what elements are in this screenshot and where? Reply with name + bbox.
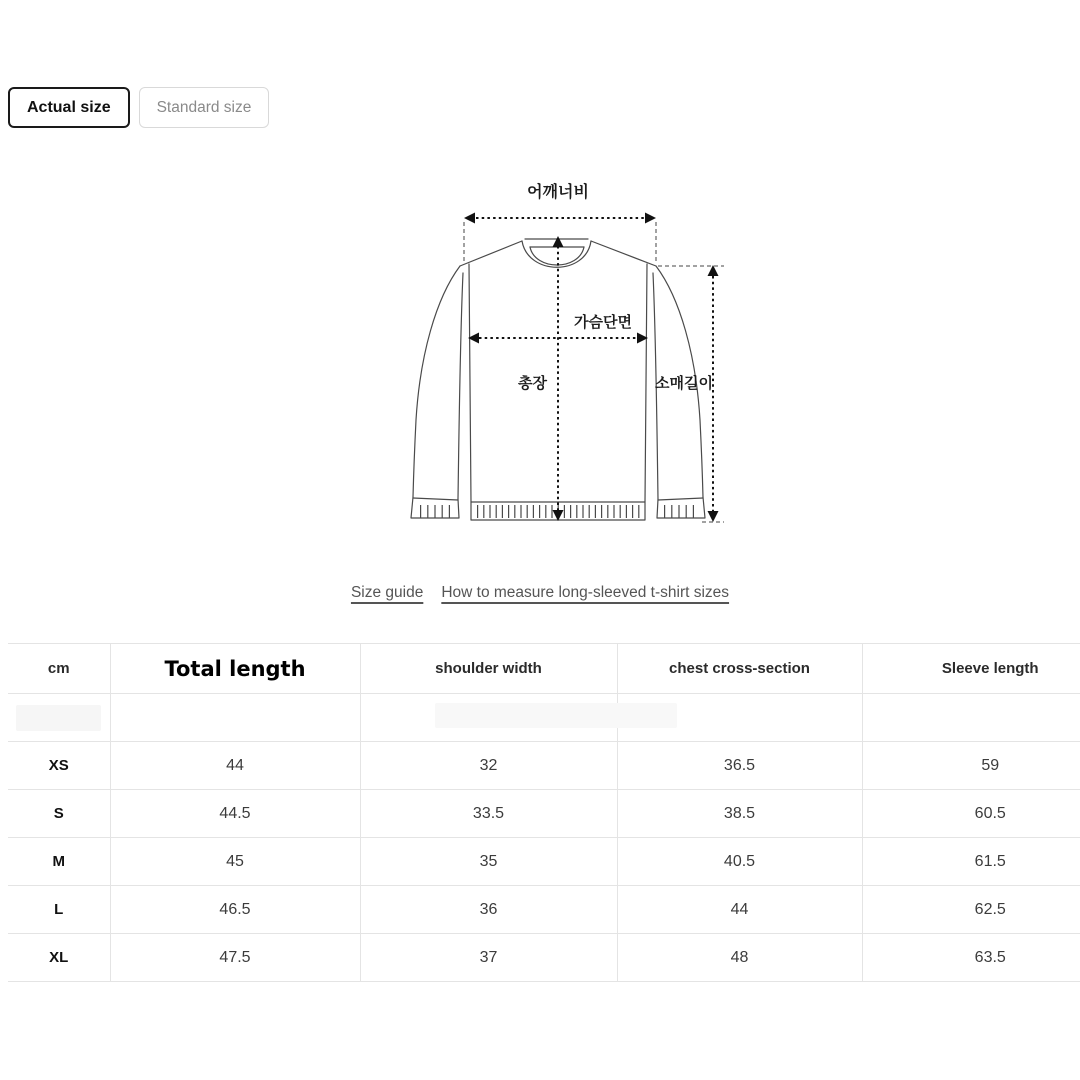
cell-shoulder-width: 37 [360, 934, 617, 982]
table-header-row [8, 644, 1080, 694]
cell-shoulder-width: 33.5 [360, 790, 617, 838]
tab-actual-size[interactable]: Actual size [8, 87, 130, 128]
cell-shoulder-width: 35 [360, 838, 617, 886]
table-row-xs [8, 742, 1080, 790]
size-label: XL [8, 934, 110, 982]
col-header-unit: cm [8, 644, 110, 694]
label-total-length: 총장 [518, 375, 547, 392]
size-label: M [8, 838, 110, 886]
table-row-m [8, 838, 1080, 886]
cell-total-length: 45 [110, 838, 360, 886]
cell-sleeve: 60.5 [862, 790, 1080, 838]
size-table [8, 643, 1080, 982]
col-header-chest-cross-section: chest cross-section [617, 644, 862, 694]
cell-sleeve: 59 [862, 742, 1080, 790]
cell-chest: 48 [617, 934, 862, 982]
how-to-measure-link[interactable]: How to measure long-sleeved t-shirt sizes [441, 584, 730, 601]
tab-standard-size[interactable]: Standard size [139, 87, 270, 128]
size-diagram [390, 160, 760, 550]
guide-lines [464, 222, 724, 522]
cell-total-length: 46.5 [110, 886, 360, 934]
blurred-cell [8, 694, 110, 742]
cell-shoulder-width: 32 [360, 742, 617, 790]
guide-links [0, 584, 1080, 602]
cell-total-length: 47.5 [110, 934, 360, 982]
cell-shoulder-width: 36 [360, 886, 617, 934]
table-row-l [8, 886, 1080, 934]
cell-total-length: 44.5 [110, 790, 360, 838]
size-label: S [8, 790, 110, 838]
cell-chest: 44 [617, 886, 862, 934]
cell-sleeve: 61.5 [862, 838, 1080, 886]
blurred-cell [110, 694, 360, 742]
cell-sleeve: 62.5 [862, 886, 1080, 934]
cell-chest: 38.5 [617, 790, 862, 838]
label-chest-cross-section: 가슴단면 [574, 314, 632, 331]
label-sleeve-length: 소매길이 [655, 375, 713, 392]
cell-total-length: 44 [110, 742, 360, 790]
cell-chest: 36.5 [617, 742, 862, 790]
col-header-sleeve-length: Sleeve length [862, 644, 1080, 694]
size-label: L [8, 886, 110, 934]
table-row-s [8, 790, 1080, 838]
cell-chest: 40.5 [617, 838, 862, 886]
measure-lines [476, 218, 713, 511]
cell-sleeve: 63.5 [862, 934, 1080, 982]
table-row-xl [8, 934, 1080, 982]
label-shoulder-width: 어깨너비 [527, 184, 589, 201]
size-mode-tabs [8, 87, 269, 128]
size-label: XS [8, 742, 110, 790]
size-guide-link[interactable]: Size guide [350, 584, 424, 601]
blurred-patch-middle [435, 703, 677, 728]
arrowheads [464, 213, 719, 523]
blurred-cell [862, 694, 1080, 742]
size-table-wrap [8, 643, 1080, 982]
col-header-total-length: Total length [110, 644, 360, 694]
col-header-shoulder-width: shoulder width [360, 644, 617, 694]
